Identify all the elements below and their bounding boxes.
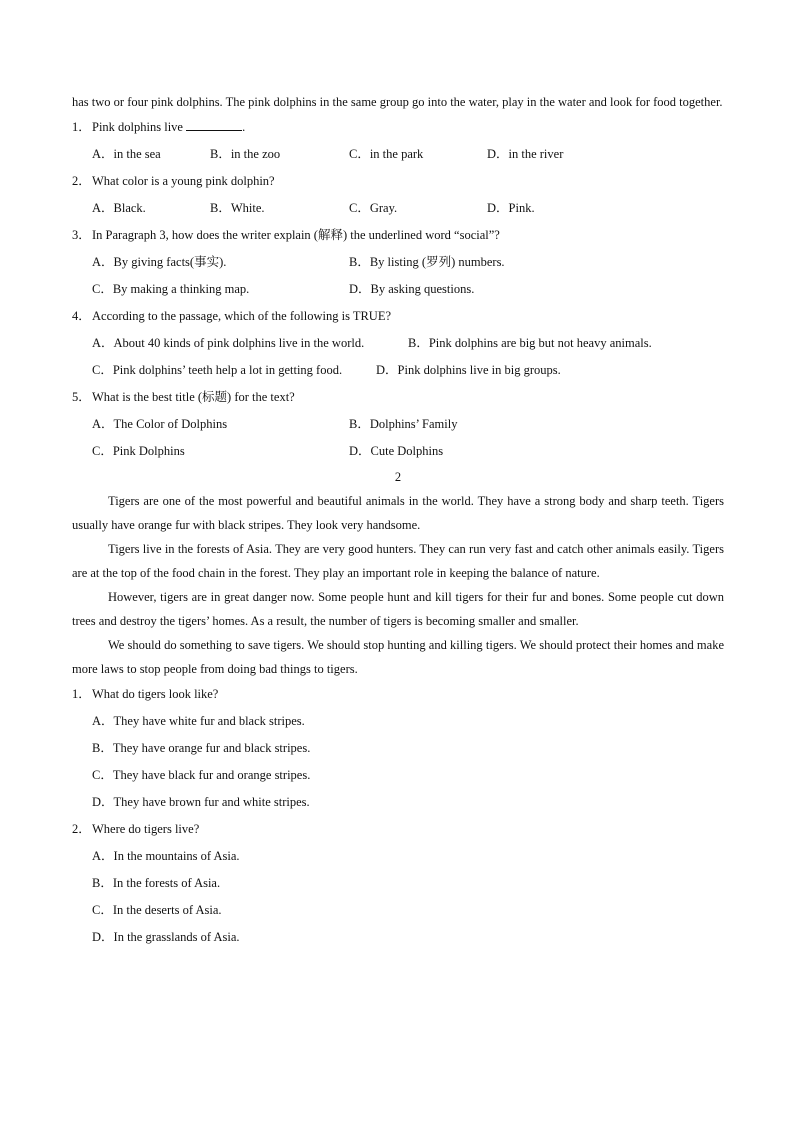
dolphin-question-4: [72, 303, 724, 384]
question-text: What is the best title (标题) for the text?: [92, 390, 295, 404]
tiger-paragraph-2: Tigers live in the forests of Asia. They are very good hunters. They can run very fast and catch other animals easily. Tigers are at the top of the food chain in the forest. They play an important role in keeping the balance of nature.: [72, 542, 724, 580]
question-text: What color is a young pink dolphin?: [92, 174, 275, 188]
option-b[interactable]: B．By listing (罗列) numbers.: [349, 255, 505, 269]
option-d[interactable]: D．In the grasslands of Asia.: [92, 930, 240, 944]
worksheet-page: [72, 90, 724, 951]
option-c[interactable]: C．They have black fur and orange stripes.: [92, 768, 311, 782]
option-d[interactable]: D．Pink.: [487, 201, 535, 215]
question-number: 5．: [72, 390, 91, 404]
question-stem: [72, 303, 724, 330]
option-b[interactable]: B．They have orange fur and black stripes.: [92, 741, 311, 755]
options-row: [92, 438, 724, 465]
option-b[interactable]: B．in the zoo: [210, 147, 281, 161]
option-b[interactable]: B．In the forests of Asia.: [92, 876, 221, 890]
option-b[interactable]: B．Pink dolphins are big but not heavy animals.: [408, 336, 652, 350]
dolphin-question-5: [72, 384, 724, 465]
question-number: 4．: [72, 309, 91, 323]
question-text: Pink dolphins live: [92, 120, 183, 134]
option-b[interactable]: B．White.: [210, 201, 265, 215]
tiger-paragraph-3: However, tigers are in great danger now. Some people hunt and kill tigers for their fur and bones. Some people cut down trees and destroy the tigers’ homes. As a result, the number of tigers is becoming smaller and smaller.: [72, 590, 724, 628]
dolphin-question-2: [72, 168, 724, 222]
options-row: [92, 357, 724, 384]
option-c[interactable]: C．In the deserts of Asia.: [92, 903, 222, 917]
option-d[interactable]: D．Cute Dolphins: [349, 444, 444, 458]
question-stem: [72, 114, 724, 141]
question-text: In Paragraph 3, how does the writer explain (解释) the underlined word “social”?: [92, 228, 500, 242]
option-c[interactable]: C．Pink dolphins’ teeth help a lot in getting food.: [92, 363, 343, 377]
question-stem: [72, 681, 724, 708]
question-stem: [72, 384, 724, 411]
option-a[interactable]: A．In the mountains of Asia.: [92, 849, 240, 863]
answer-blank[interactable]: [186, 118, 242, 131]
dolphin-passage-end: has two or four pink dolphins. The pink dolphins in the same group go into the water, play in the water and look for food together.: [72, 95, 723, 109]
dolphin-question-3: [72, 222, 724, 303]
option-c[interactable]: C．Pink Dolphins: [92, 444, 185, 458]
option-d[interactable]: D．in the river: [487, 147, 564, 161]
option-a[interactable]: A．About 40 kinds of pink dolphins live in the world.: [92, 336, 365, 350]
options-row: [92, 141, 724, 168]
options-row: [92, 249, 724, 276]
question-text: Where do tigers live?: [92, 822, 200, 836]
question-number: 1．: [72, 120, 91, 134]
tiger-paragraph-4: We should do something to save tigers. We should stop hunting and killing tigers. We should protect their homes and make more laws to stop people from doing bad things to tigers.: [72, 638, 724, 676]
question-text-end: .: [242, 120, 246, 134]
options-row: [92, 330, 724, 357]
question-stem: [72, 168, 724, 195]
options-row: [92, 411, 724, 438]
option-c[interactable]: C．By making a thinking map.: [92, 282, 250, 296]
option-d[interactable]: D．They have brown fur and white stripes.: [92, 795, 310, 809]
option-a[interactable]: A．By giving facts(事实).: [92, 255, 227, 269]
tiger-question-2: [72, 816, 724, 951]
option-d[interactable]: D．By asking questions.: [349, 282, 475, 296]
option-c[interactable]: C．in the park: [349, 147, 424, 161]
question-text: According to the passage, which of the following is TRUE?: [92, 309, 392, 323]
option-a[interactable]: A．They have white fur and black stripes.: [92, 714, 305, 728]
option-d[interactable]: D．Pink dolphins live in big groups.: [376, 363, 561, 377]
option-a[interactable]: A．in the sea: [92, 147, 161, 161]
options-row: [92, 195, 724, 222]
option-a[interactable]: A．The Color of Dolphins: [92, 417, 228, 431]
question-number: 2．: [72, 822, 91, 836]
question-stem: [72, 222, 724, 249]
tiger-paragraph-1: Tigers are one of the most powerful and beautiful animals in the world. They have a strong body and sharp teeth. Tigers usually have orange fur with black stripes. They look very handsome.: [72, 494, 724, 532]
question-stem: [72, 816, 724, 843]
option-c[interactable]: C．Gray.: [349, 201, 398, 215]
options-row: [92, 276, 724, 303]
passage-number: 2: [394, 470, 402, 484]
option-a[interactable]: A．Black.: [92, 201, 146, 215]
question-text: What do tigers look like?: [92, 687, 219, 701]
option-b[interactable]: B．Dolphins’ Family: [349, 417, 458, 431]
question-number: 2．: [72, 174, 91, 188]
question-number: 1．: [72, 687, 91, 701]
question-number: 3．: [72, 228, 91, 242]
dolphin-question-1: [72, 114, 724, 168]
tiger-question-1: [72, 681, 724, 816]
